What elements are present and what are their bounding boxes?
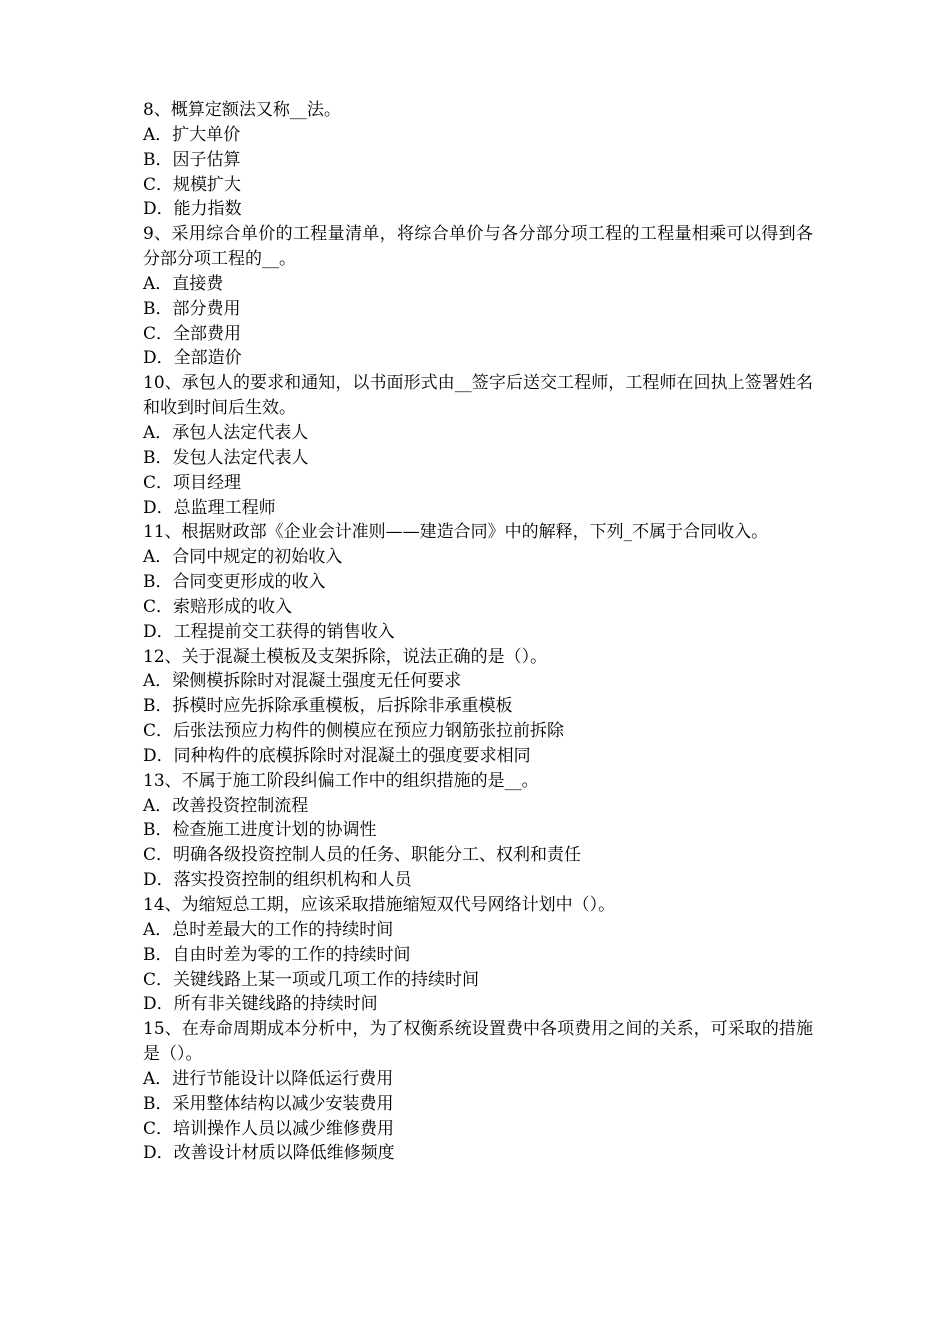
question-stem: 9、采用综合单价的工程量清单，将综合单价与各分部分项工程的工程量相乘可以得到各分部分项工程的__。 [143,224,813,270]
option-c: C．明确各级投资控制人员的任务、职能分工、权利和责任 [143,845,582,866]
option-b: B．合同变更形成的收入 [143,572,326,593]
option-d: D．能力指数 [143,199,242,220]
option-a: A．梁侧模拆除时对混凝土强度无任何要求 [143,671,462,692]
question-stem: 13、不属于施工阶段纠偏工作中的组织措施的是__。 [143,770,539,791]
question-stem: 14、为缩短总工期，应该采取措施缩短双代号网络计划中（）。 [143,895,616,915]
option-b: B．采用整体结构以减少安装费用 [143,1093,394,1114]
question-14 [143,893,813,1017]
option-d: D．总监理工程师 [143,497,276,518]
option-a: A．改善投资控制流程 [143,795,309,816]
option-a: A．合同中规定的初始收入 [143,547,343,568]
option-b: B．自由时差为零的工作的持续时间 [143,944,411,965]
question-stem: 8、概算定额法又称__法。 [143,100,341,120]
option-c: C．索赔形成的收入 [143,596,293,617]
option-a: A．扩大单价 [143,124,241,145]
option-b: B．发包人法定代表人 [143,447,309,468]
option-d: D．所有非关键线路的持续时间 [143,994,378,1015]
option-b: B．拆模时应先拆除承重模板，后拆除非承重模板 [143,696,513,717]
option-b: B．检查施工进度计划的协调性 [143,820,377,841]
question-11 [143,520,813,644]
option-a: A．承包人法定代表人 [143,422,309,443]
question-stem: 15、在寿命周期成本分析中，为了权衡系统设置费中各项费用之间的关系，可采取的措施是（）。 [143,1019,813,1065]
option-c: C．项目经理 [143,472,242,493]
option-c: C．规模扩大 [143,174,242,195]
question-stem: 11、根据财政部《企业会计准则——建造合同》中的解释，下列_不属于合同收入。 [143,522,769,543]
question-15 [143,1017,813,1166]
option-d: D．改善设计材质以降低维修频度 [143,1143,395,1164]
option-a: A．进行节能设计以降低运行费用 [143,1068,394,1089]
option-d: D．同种构件的底模拆除时对混凝土的强度要求相同 [143,745,531,766]
option-d: D．全部造价 [143,348,242,369]
question-9 [143,222,813,371]
question-list [143,98,813,1166]
question-stem: 10、承包人的要求和通知，以书面形式由__签字后送交工程师，工程师在回执上签署姓名和收到时间后生效。 [143,373,813,419]
question-8 [143,98,813,222]
question-13 [143,769,813,893]
option-b: B．因子估算 [143,149,241,170]
question-stem: 12、关于混凝土模板及支架拆除，说法正确的是（）。 [143,646,548,667]
question-12 [143,645,813,769]
option-d: D．工程提前交工获得的销售收入 [143,621,395,642]
option-d: D．落实投资控制的组织机构和人员 [143,870,412,891]
option-a: A．直接费 [143,273,224,294]
question-10 [143,371,813,520]
option-c: C．培训操作人员以减少维修费用 [143,1118,395,1139]
option-c: C．关键线路上某一项或几项工作的持续时间 [143,969,480,990]
option-b: B．部分费用 [143,298,241,319]
option-c: C．后张法预应力构件的侧模应在预应力钢筋张拉前拆除 [143,721,565,742]
option-a: A．总时差最大的工作的持续时间 [143,919,394,940]
option-c: C．全部费用 [143,323,242,344]
